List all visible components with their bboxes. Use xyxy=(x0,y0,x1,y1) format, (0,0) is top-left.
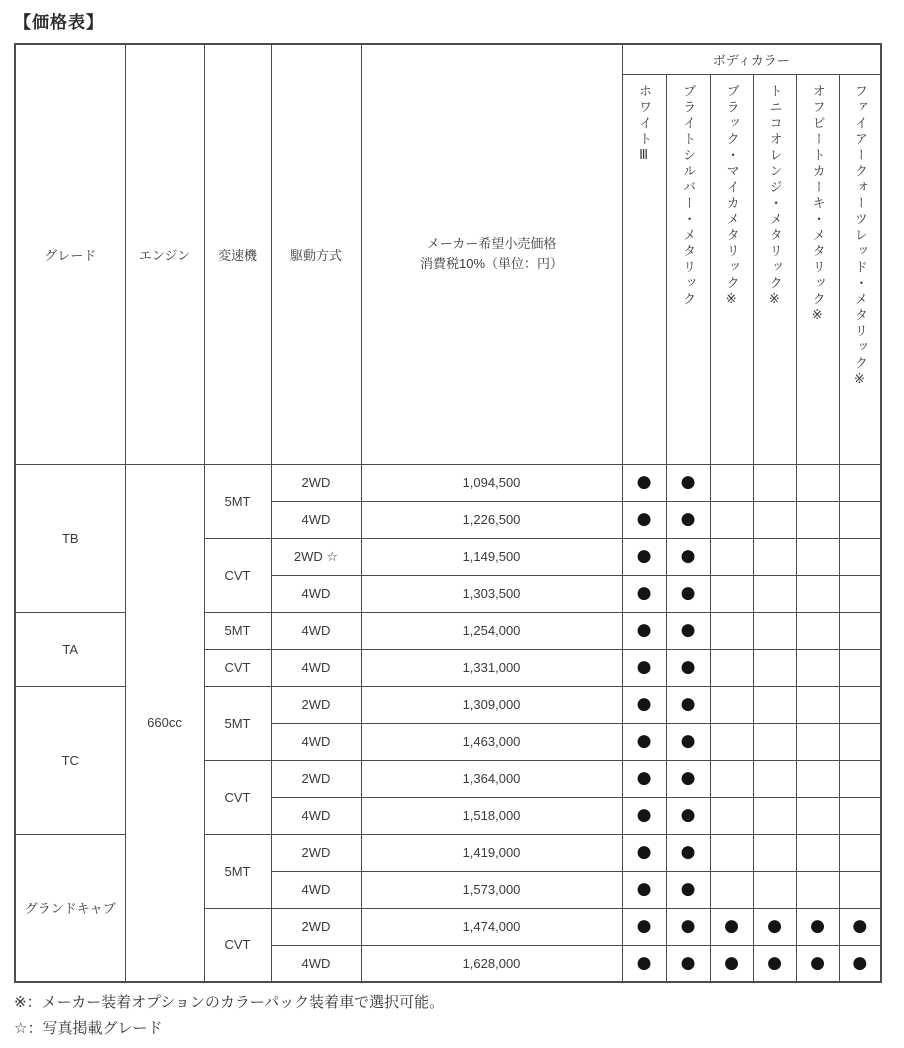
color-availability-cell: ● xyxy=(710,908,753,945)
table-row xyxy=(15,464,881,501)
color-availability-cell xyxy=(796,723,839,760)
color-availability-cell xyxy=(796,797,839,834)
color-availability-cell: ● xyxy=(622,464,666,501)
color-availability-cell: ● xyxy=(622,723,666,760)
color-availability-cell xyxy=(710,723,753,760)
grade-cell-grand-cab: グランドキャブ xyxy=(15,834,125,982)
color-availability-cell xyxy=(753,797,796,834)
color-availability-cell: ● xyxy=(622,834,666,871)
color-availability-cell: ● xyxy=(622,797,666,834)
drive-cell: 4WD xyxy=(271,501,361,538)
color-availability-cell: ● xyxy=(666,797,710,834)
color-availability-cell xyxy=(710,871,753,908)
transmission-cell: CVT xyxy=(204,908,271,982)
color-availability-cell: ● xyxy=(622,501,666,538)
color-availability-cell: ● xyxy=(710,945,753,982)
price-cell: 1,254,000 xyxy=(361,612,622,649)
color-availability-cell xyxy=(710,464,753,501)
color-header-tonico-orange-metallic-label: トニコオレンジ・メタリック※ xyxy=(767,83,783,310)
color-availability-cell xyxy=(710,538,753,575)
color-availability-cell xyxy=(753,649,796,686)
price-cell: 1,094,500 xyxy=(361,464,622,501)
color-availability-cell xyxy=(710,834,753,871)
color-header-black-mica-metallic-label: ブラック・マイカメタリック※ xyxy=(724,83,740,310)
drive-cell: 4WD xyxy=(271,797,361,834)
color-header-white-iii xyxy=(622,74,666,464)
color-availability-cell: ● xyxy=(666,501,710,538)
color-availability-cell xyxy=(753,575,796,612)
color-header-fire-quartz-red-metallic xyxy=(839,74,881,464)
transmission-cell: CVT xyxy=(204,649,271,686)
color-availability-cell xyxy=(753,612,796,649)
price-cell: 1,463,000 xyxy=(361,723,622,760)
transmission-cell: CVT xyxy=(204,538,271,612)
color-availability-cell: ● xyxy=(666,649,710,686)
grade-cell-tc: TC xyxy=(15,686,125,834)
color-availability-cell: ● xyxy=(839,945,881,982)
grade-cell-tb: TB xyxy=(15,464,125,612)
grade-cell-ta: TA xyxy=(15,612,125,686)
color-availability-cell: ● xyxy=(666,575,710,612)
color-header-tonico-orange-metallic xyxy=(753,74,796,464)
color-availability-cell: ● xyxy=(796,945,839,982)
color-availability-cell xyxy=(839,501,881,538)
color-availability-cell xyxy=(839,797,881,834)
color-availability-cell xyxy=(710,501,753,538)
color-availability-cell xyxy=(839,612,881,649)
color-header-bright-silver-metallic-label: ブライトシルバー・メタリック xyxy=(681,83,697,308)
price-cell: 1,419,000 xyxy=(361,834,622,871)
color-availability-cell xyxy=(796,464,839,501)
transmission-cell: 5MT xyxy=(204,612,271,649)
color-availability-cell: ● xyxy=(666,871,710,908)
color-availability-cell: ● xyxy=(796,908,839,945)
price-cell: 1,226,500 xyxy=(361,501,622,538)
color-header-white-iii-label: ホワイトⅢ xyxy=(637,83,653,166)
color-availability-cell xyxy=(753,723,796,760)
color-availability-cell: ● xyxy=(666,686,710,723)
price-cell: 1,474,000 xyxy=(361,908,622,945)
color-availability-cell: ● xyxy=(666,834,710,871)
color-availability-cell xyxy=(839,686,881,723)
color-availability-cell: ● xyxy=(622,760,666,797)
color-availability-cell xyxy=(839,834,881,871)
note-color-pack-option: ※：メーカー装着オプションのカラーパック装着車で選択可能。 xyxy=(14,994,445,1011)
color-availability-cell xyxy=(796,760,839,797)
color-availability-cell xyxy=(839,464,881,501)
color-availability-cell: ● xyxy=(666,945,710,982)
color-availability-cell xyxy=(796,538,839,575)
color-availability-cell xyxy=(710,686,753,723)
transmission-cell: 5MT xyxy=(204,686,271,760)
engine-cell: 660cc xyxy=(125,464,204,982)
color-availability-cell xyxy=(753,538,796,575)
price-cell: 1,518,000 xyxy=(361,797,622,834)
color-header-black-mica-metallic xyxy=(710,74,753,464)
drive-cell: 2WD xyxy=(271,760,361,797)
color-availability-cell xyxy=(839,649,881,686)
color-availability-cell xyxy=(839,760,881,797)
color-availability-cell xyxy=(753,760,796,797)
drive-cell: 4WD xyxy=(271,649,361,686)
color-availability-cell xyxy=(753,834,796,871)
color-header-offbeat-khaki-metallic-label: オフビートカーキ・メタリック※ xyxy=(810,83,826,326)
col-header-price xyxy=(361,44,622,464)
color-availability-cell xyxy=(753,501,796,538)
color-availability-cell: ● xyxy=(666,760,710,797)
color-availability-cell xyxy=(796,649,839,686)
color-availability-cell: ● xyxy=(666,538,710,575)
drive-cell: 4WD xyxy=(271,723,361,760)
color-availability-cell: ● xyxy=(666,464,710,501)
color-availability-cell xyxy=(796,501,839,538)
col-header-grade: グレード xyxy=(15,44,125,464)
color-availability-cell: ● xyxy=(622,945,666,982)
drive-cell: 4WD xyxy=(271,612,361,649)
col-header-transmission: 変速機 xyxy=(204,44,271,464)
color-availability-cell: ● xyxy=(622,575,666,612)
body-color-group-header: ボディカラー xyxy=(622,44,881,74)
color-availability-cell: ● xyxy=(622,686,666,723)
drive-cell: 2WD xyxy=(271,686,361,723)
color-availability-cell: ● xyxy=(622,538,666,575)
page-title: 【価格表】 xyxy=(14,13,104,32)
color-availability-cell xyxy=(710,575,753,612)
color-availability-cell: ● xyxy=(753,945,796,982)
price-cell: 1,573,000 xyxy=(361,871,622,908)
color-availability-cell xyxy=(839,723,881,760)
color-availability-cell: ● xyxy=(622,612,666,649)
color-availability-cell xyxy=(796,612,839,649)
note-photo-grade: ☆：写真掲載グレード xyxy=(14,1020,163,1038)
color-header-fire-quartz-red-metallic-label: ファイアークォーツレッド・メタリック※ xyxy=(852,83,868,390)
color-availability-cell xyxy=(796,871,839,908)
price-cell: 1,628,000 xyxy=(361,945,622,982)
price-cell: 1,303,500 xyxy=(361,575,622,612)
transmission-cell: CVT xyxy=(204,760,271,834)
price-header-line1: メーカー希望小売価格 xyxy=(426,236,557,252)
price-table xyxy=(14,43,882,983)
color-header-bright-silver-metallic xyxy=(666,74,710,464)
color-availability-cell: ● xyxy=(839,908,881,945)
drive-cell: 2WD xyxy=(271,834,361,871)
color-availability-cell xyxy=(753,686,796,723)
color-availability-cell: ● xyxy=(622,908,666,945)
color-availability-cell xyxy=(796,834,839,871)
price-cell: 1,309,000 xyxy=(361,686,622,723)
col-header-drive-type: 駆動方式 xyxy=(271,44,361,464)
color-availability-cell: ● xyxy=(666,908,710,945)
color-availability-cell xyxy=(796,686,839,723)
color-availability-cell xyxy=(839,871,881,908)
color-availability-cell xyxy=(839,538,881,575)
color-availability-cell xyxy=(710,797,753,834)
drive-cell: 4WD xyxy=(271,871,361,908)
color-availability-cell xyxy=(839,575,881,612)
color-availability-cell: ● xyxy=(753,908,796,945)
transmission-cell: 5MT xyxy=(204,834,271,908)
price-cell: 1,364,000 xyxy=(361,760,622,797)
drive-cell: 2WD xyxy=(271,464,361,501)
drive-cell: 2WD xyxy=(271,908,361,945)
footnotes xyxy=(14,990,904,1043)
price-header-line2: 消費税10%（単位：円） xyxy=(419,256,564,272)
color-availability-cell: ● xyxy=(666,723,710,760)
color-availability-cell: ● xyxy=(622,871,666,908)
transmission-cell: 5MT xyxy=(204,464,271,538)
color-availability-cell xyxy=(753,464,796,501)
drive-cell: 2WD ☆ xyxy=(271,538,361,575)
price-cell: 1,331,000 xyxy=(361,649,622,686)
color-availability-cell xyxy=(710,649,753,686)
color-availability-cell: ● xyxy=(666,612,710,649)
col-header-engine: エンジン xyxy=(125,44,204,464)
drive-cell: 4WD xyxy=(271,945,361,982)
price-cell: 1,149,500 xyxy=(361,538,622,575)
color-availability-cell xyxy=(753,871,796,908)
color-availability-cell xyxy=(710,760,753,797)
color-availability-cell: ● xyxy=(622,649,666,686)
color-availability-cell xyxy=(796,575,839,612)
color-header-offbeat-khaki-metallic xyxy=(796,74,839,464)
color-availability-cell xyxy=(710,612,753,649)
drive-cell: 4WD xyxy=(271,575,361,612)
